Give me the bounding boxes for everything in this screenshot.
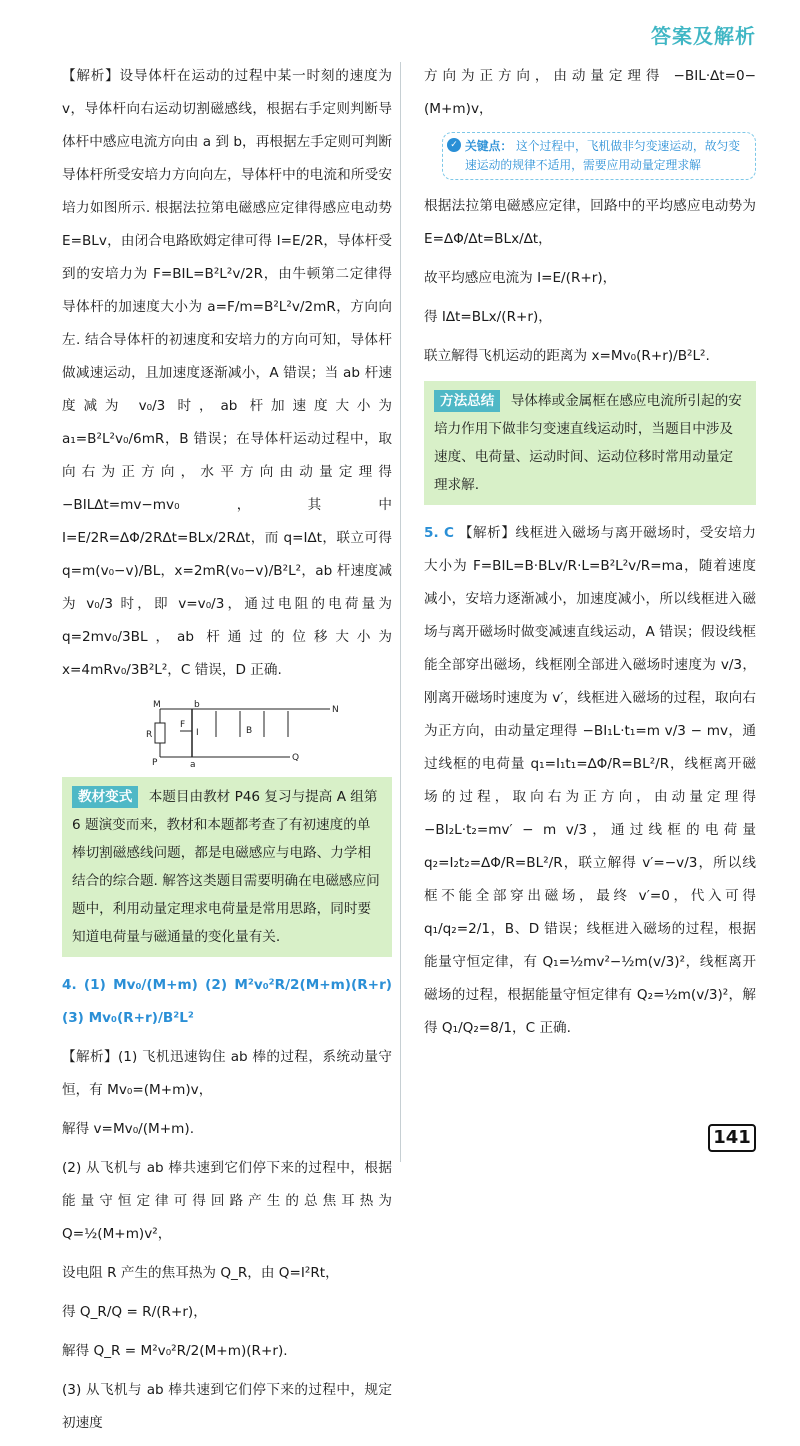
- q4-paragraph: 得 Q_R/Q = R/(R+r)，: [62, 1304, 207, 1320]
- method-label: 方法总结: [434, 390, 500, 412]
- label-P: P: [152, 758, 158, 768]
- q4-paragraph: (3) 从飞机与 ab 棒共速到它们停下来的过程中，规定初速度: [62, 1382, 392, 1431]
- right-column: [424, 60, 756, 1051]
- label-R: R: [146, 730, 153, 740]
- paragraph: 方向为正方向，由动量定理得 −BIL·∆t=0−(M+m)v，: [424, 68, 756, 117]
- header-bar: [0, 0, 800, 58]
- method-summary-box: [424, 381, 756, 505]
- key-point-note: [442, 132, 756, 180]
- variant-box: [62, 777, 392, 957]
- note-text: 这个过程中，飞机做非匀变速运动，故匀变速运动的规律不适用，需要应用动量定理求解: [465, 139, 741, 172]
- label-B: B: [246, 726, 253, 736]
- q4-paragraph: 解得 v=Mv₀/(M+m).: [62, 1121, 195, 1137]
- variant-text: 本题目由教材 P46 复习与提高 A 组第 6 题演变而来，教材和本题都考查了有初速度的单棒切割磁感线问题，都是电磁感应与电路、力学相结合的综合题. 解答这类题目需要明确在电磁感应问题中，利用动量定理求电荷量是常用思路，同时要知道电荷量与磁通量的变化量有关.: [72, 789, 380, 945]
- paragraph: 【解析】设导体杆在运动的过程中某一时刻的速度为v，导体杆向右运动切割磁感线，根据右手定则判断导体杆中感应电流方向由 a 到 b，再根据左手定则可判断导体杆所受安培力方向向左，导体杆中的电流和所受安培力如图所示. 根据法拉第电磁感应定律得感应电动势 E=BLv，由闭合电路欧姆定律可得 I=E/2R，导体杆受到的安培力为 F=BIL=B²L²v/2R，由牛顿第二定律得导体杆的加速度大小为 a=F/m=B²L²v/2mR，方向向左. 结合导体杆的初速度和安培力的方向可知，导体杆做减速运动，且加速度逐渐减小，A 错误；当 ab 杆速度减为 v₀/3 时，ab 杆加速度大小为 a₁=B²L²v₀/6mR，B 错误；在导体杆运动过程中，取向右为正方向，水平方向由动量定理得 −BIL∆t=mv−mv₀，其中 I=E/2R=∆Φ/2R∆t=BLx/2R∆t，而 q=I∆t，联立可得 q=m(v₀−v)/BL，x=2mR(v₀−v)/B²L²，ab 杆速度减为 v₀/3 时，即 v=v₀/3，通过电阻的电荷量为 q=2mv₀/3BL，ab 杆通过的位移大小为 x=4mRv₀/3B²L²，C 错误，D 正确.: [62, 68, 392, 678]
- variant-label: 教材变式: [72, 786, 138, 808]
- label-Q: Q: [292, 753, 300, 763]
- label-a: a: [190, 760, 196, 770]
- circuit-figure: [146, 697, 340, 770]
- note-label: 关键点：: [465, 139, 513, 153]
- q4-paragraph: 解得 Q_R = M²v₀²R/2(M+m)(R+r).: [62, 1343, 288, 1359]
- q4-paragraph: 设电阻 R 产生的焦耳热为 Q_R，由 Q=I²Rt，: [62, 1265, 339, 1281]
- q5-paragraph: [424, 517, 756, 1045]
- q4-paragraph: (2) 从飞机与 ab 棒共速到它们停下来的过程中，根据能量守恒定律可得回路产生的总焦耳热为 Q=½(M+m)v²，: [62, 1160, 392, 1242]
- paragraph: 联立解得飞机运动的距离为 x=Mv₀(R+r)/B²L².: [424, 348, 710, 364]
- column-divider: [400, 62, 401, 1162]
- method-text: 导体棒或金属框在感应电流所引起的安培力作用下做非匀变速直线运动时，当题目中涉及速度、电荷量、运动时间、运动位移时常用动量定理求解.: [434, 393, 742, 493]
- page-number: 141: [708, 1124, 756, 1152]
- label-M: M: [153, 700, 161, 710]
- key-point-icon: ✓: [447, 138, 461, 152]
- q4-paragraph: 【解析】(1) 飞机迅速钩住 ab 棒的过程，系统动量守恒，有 Mv₀=(M+m)v，: [62, 1049, 392, 1098]
- q4-answer-head: 4. (1) Mv₀/(M+m) (2) M²v₀²R/2(M+m)(R+r) (3) Mv₀(R+r)/B²L²: [62, 977, 392, 1026]
- q5-answer-head: 5. C: [424, 525, 454, 541]
- q5-text: 【解析】线框进入磁场与离开磁场时，受安培力大小为 F=BIL=B·BLv/R·L=B²L²v/R=ma，随着速度减小，安培力逐渐减小，加速度减小，所以线框进入磁场与离开磁场时做变减速直线运动，A 错误；假设线框能全部穿出磁场，线框刚全部进入磁场时速度为 v/3，刚离开磁场时速度为 v′，线框进入磁场的过程，取向右为正方向，由动量定理得 −BI₁L·t₁=m v/3 − mv，通过线框的电荷量 q₁=I₁t₁=∆Φ/R=BL²/R，线框离开磁场的过程，取向右为正方向，由动量定理得 −BI₂L·t₂=mv′ − m v/3，通过线框的电荷量 q₂=I₂t₂=∆Φ/R=BL²/R，联立解得 v′=−v/3，所以线框不能全部穿出磁场，最终 v′=0，代入可得 q₁/q₂=2/1，B、D 错误；线框进入磁场的过程，根据能量守恒定律，有 Q₁=½mv²−½m(v/3)²，线框离开磁场的过程，根据能量守恒定律有 Q₂=½m(v/3)²，解得 Q₁/Q₂=8/1，C 正确.: [424, 525, 756, 1036]
- label-N: N: [332, 705, 339, 715]
- label-I: I: [196, 728, 199, 738]
- header-title: 答案及解析: [651, 24, 756, 48]
- label-b: b: [194, 700, 200, 710]
- left-column: [62, 60, 392, 1446]
- paragraph: 根据法拉第电磁感应定律，回路中的平均感应电动势为 E=∆Φ/∆t=BLx/∆t，: [424, 198, 756, 247]
- label-F: F: [180, 720, 186, 730]
- paragraph: 故平均感应电流为 I=E/(R+r)，: [424, 270, 617, 286]
- paragraph: 得 I∆t=BLx/(R+r)，: [424, 309, 552, 325]
- circuit-diagram: [146, 697, 340, 770]
